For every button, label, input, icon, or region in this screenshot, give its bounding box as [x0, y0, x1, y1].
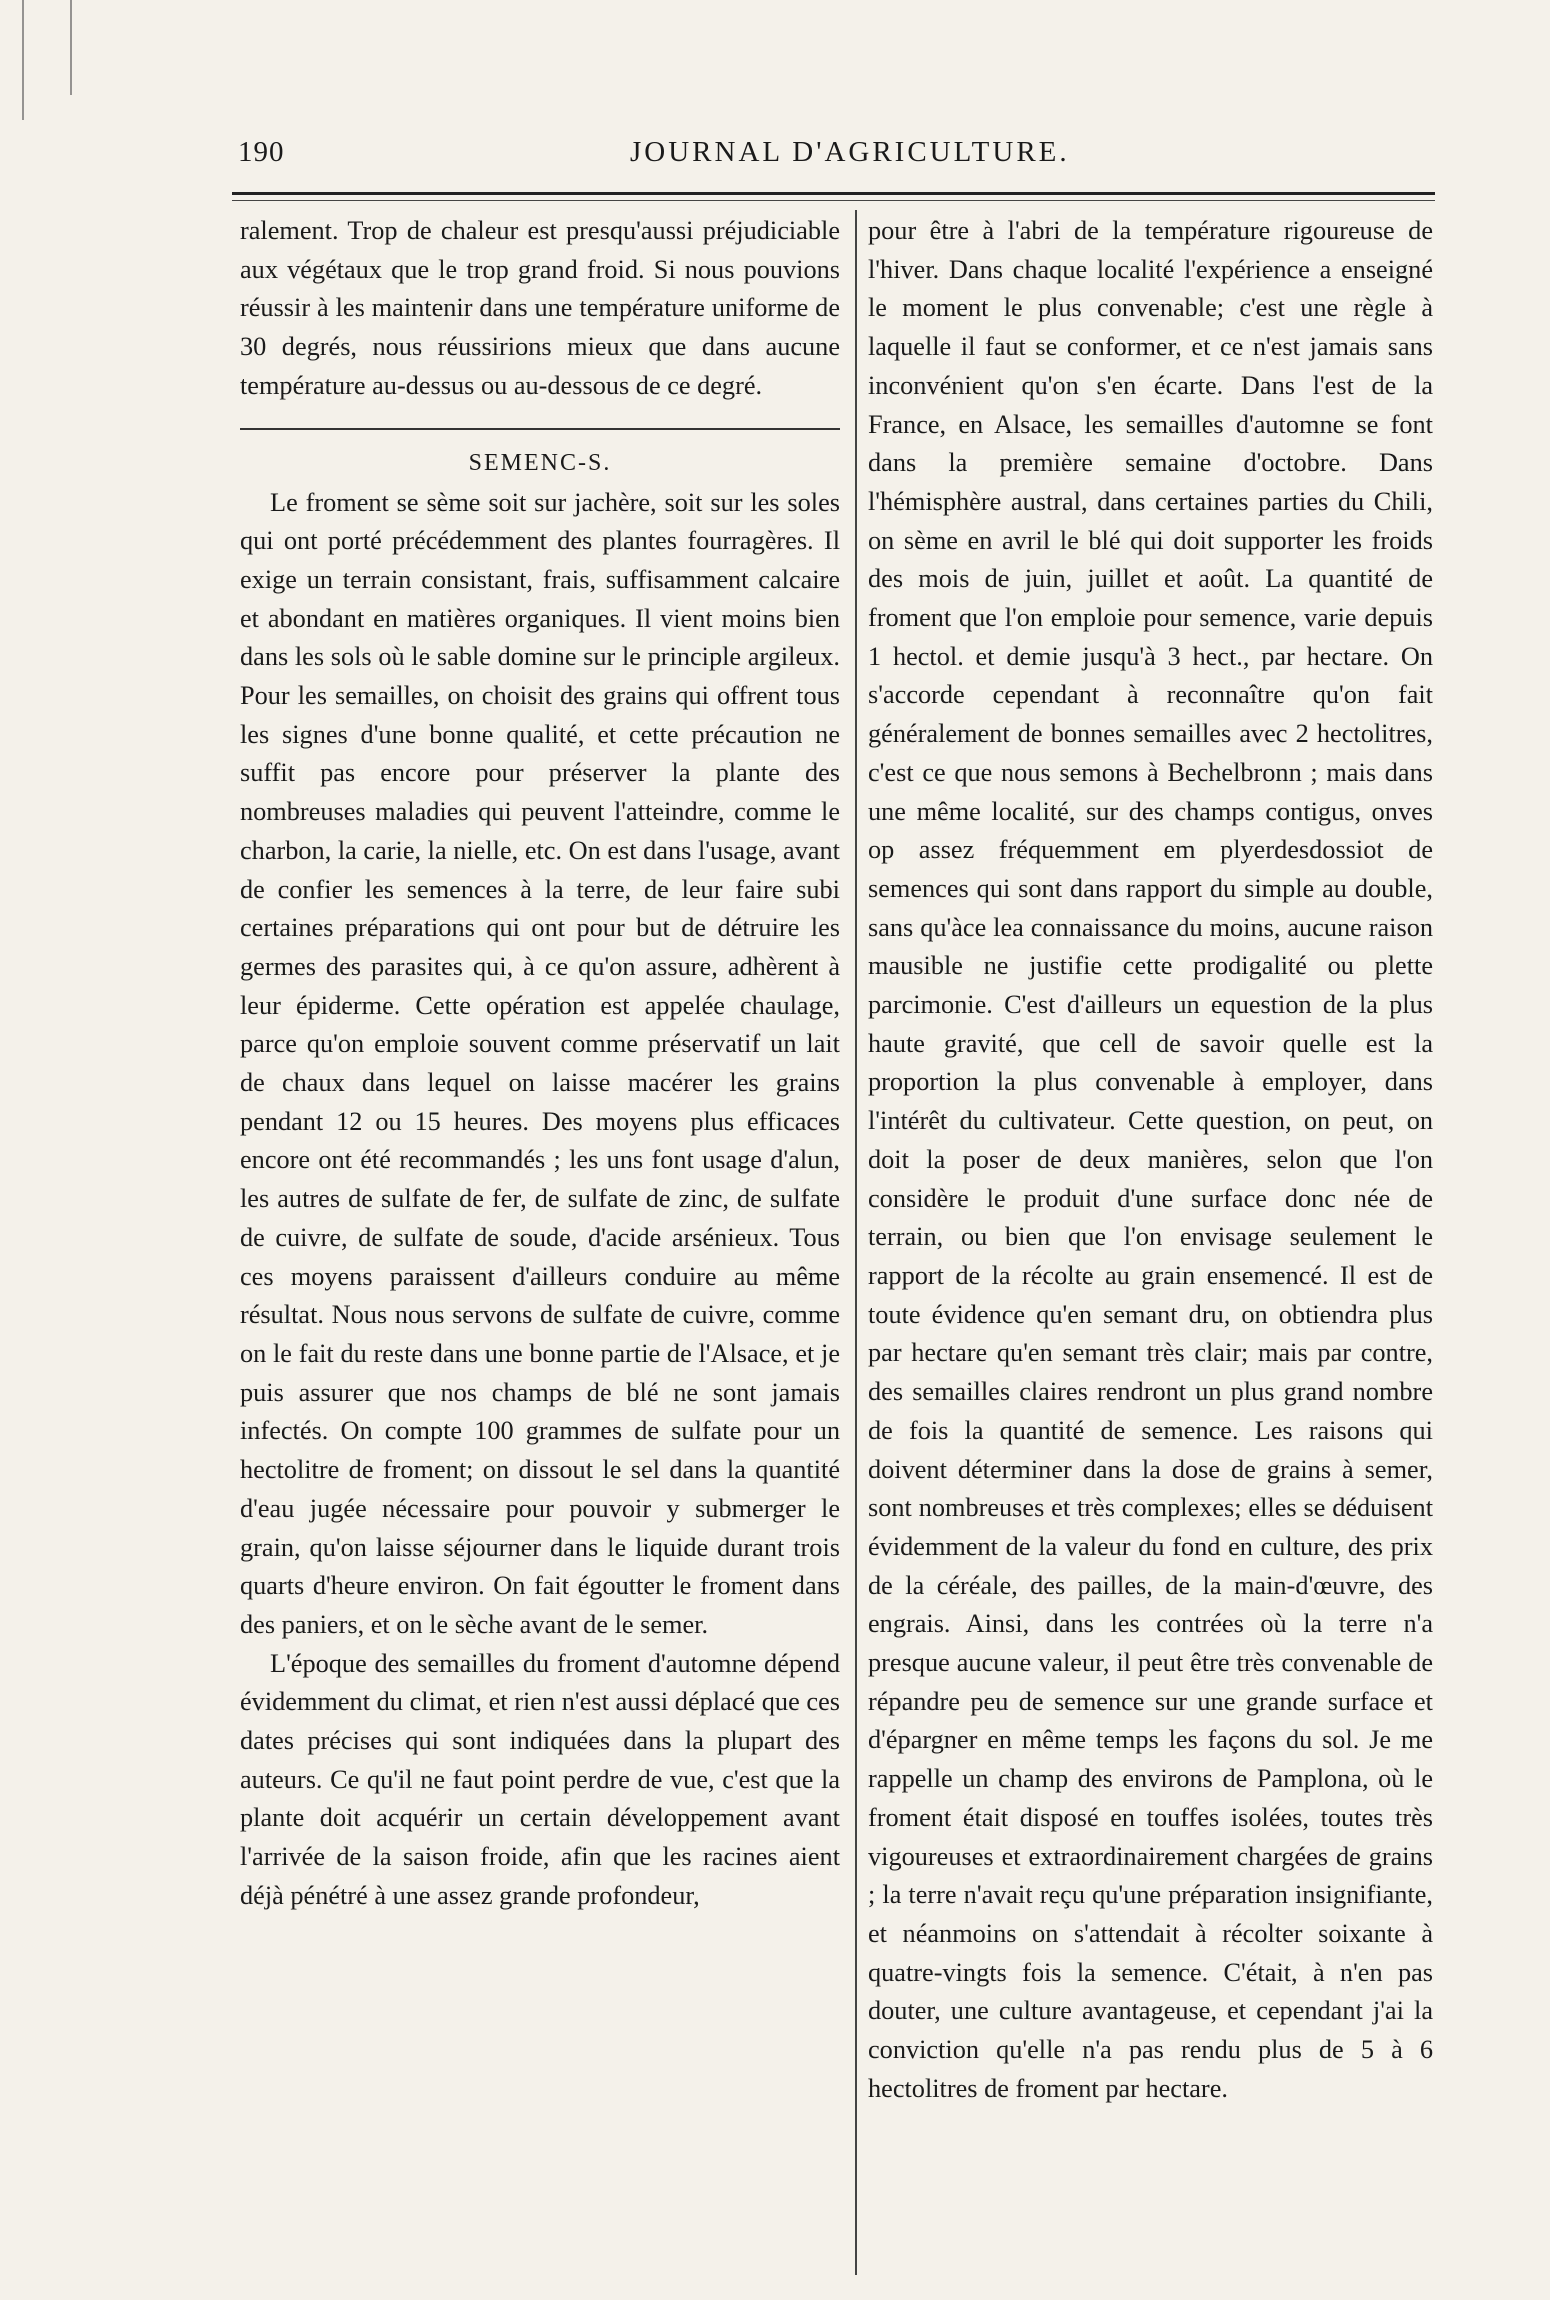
scan-artifact — [70, 0, 72, 95]
column-divider — [855, 210, 857, 2275]
header-rule-thin — [232, 200, 1435, 201]
header-rule-thick — [232, 192, 1435, 195]
body-paragraph: Le froment se sème soit sur jachère, soit sur les soles qui ont porté précédemment des plantes fourragères. Il exige un terrain consistant, frais, suffisamment calcaire et abondant en matières organiques. Il vient moins bien dans les sols où le sable domine sur le principle argileux. Pour les semailles, on choisit des grains qui offrent tous les signes d'une bonne qualité, et cette précaution ne suffit pas encore pour préserver la plante des nombreuses maladies qui peuvent l'atteindre, comme le charbon, la carie, la nielle, etc. On est dans l'usage, avant de confier les semences à la terre, de leur faire subi certaines préparations qui ont pour but de détruire les germes des parasites qui, à ce qu'on assure, adhèrent à leur épiderme. Cette opération est appelée chaulage, parce qu'on emploie souvent comme préservatif un lait de chaux dans lequel on laisse macérer les grains pendant 12 ou 15 heures. Des moyens plus efficaces encore ont été recommandés ; les uns font usage d'alun, les autres de sulfate de fer, de sulfate de zinc, de sulfate de cuivre, de sulfate de soude, d'acide arsénieux. Tous ces moyens paraissent d'ailleurs conduire au même résultat. Nous nous servons de sulfate de cuivre, comme on le fait du reste dans une bonne partie de l'Alsace, et je puis assurer que nos champs de blé ne sont jamais infectés. On compte 100 grammes de sulfate pour un hectolitre de froment; on dissout le sel dans la quantité d'eau jugée nécessaire pour pouvoir y submerger le grain, qu'on laisse séjourner dans le liquide durant trois quarts d'heure environ. On fait égoutter le froment dans des paniers, et on le sèche avant de le semer. — [240, 487, 840, 1639]
body-paragraph: L'époque des semailles du froment d'automne dépend évidemment du climat, et rien n'est aussi déplacé que ces dates précises qui sont indiquées dans la plupart des auteurs. Ce qu'il ne faut point perdre de vue, c'est que la plante doit acquérir un certain développement avant l'arrivée de la saison froide, afin que les racines aient déjà pénétré à une assez grande profondeur, — [240, 1648, 840, 1910]
page-number: 190 — [238, 136, 285, 168]
body-paragraph: pour être à l'abri de la température rigoureuse de l'hiver. Dans chaque localité l'expérience a enseigné le moment le plus convenable; c'est une règle à laquelle il faut se conformer, et ce n'est jamais sans inconvénient qu'on s'en écarte. Dans l'est de la France, en Alsace, les semailles d'automne se font dans la première semaine d'octobre. Dans l'hémisphère austral, dans certaines parties du Chili, on sème en avril le blé qui doit supporter les froids des mois de juin, juillet et août. La quantité de froment que l'on emploie pour semence, varie depuis 1 hectol. et demie jusqu'à 3 hect., par hectare. On s'accorde cependant à reconnaître qu'on fait généralement de bonnes semailles avec 2 hectolitres, c'est ce que nous semons à Bechelbronn ; mais dans une même localité, sur des champs contigus, onves op assez fréquemment em plyerdesdossiot de semences qui sont dans rapport du simple au double, sans qu'àce lea connaissance du moins, aucune raison mausible ne justifie cette prodigalité ou plette parcimonie. C'est d'ailleurs un equestion de la plus haute gravité, que cell de savoir quelle est la proportion la plus convenable à employer, dans l'intérêt du cultivateur. Cette question, on peut, on doit la poser de deux manières, selon que l'on considère le produit d'une surface donc née de terrain, ou bien que l'on envisage seulement le rapport de la récolte au grain ensemencé. Il est de toute évidence qu'en semant dru, on obtiendra plus par hectare qu'en semant très clair; mais par contre, des semailles claires rendront un plus grand nombre de fois la quantité de semence. Les raisons qui doivent déterminer dans la dose de grains à semer, sont nombreuses et très complexes; elles se déduisent évidemment de la valeur du fond en culture, des prix de la céréale, des pailles, de la main-d'œuvre, des engrais. Ainsi, dans les contrées où la terre n'a presque aucune valeur, il peut être très convenable de répandre peu de semence sur une grande surface et d'épargner en même temps les façons du sol. Je me rappelle un champ des environs de Pamplona, où le froment était disposé en touffes isolées, toutes très vigoureuses et extraordinairement chargées de grains ; la terre n'avait reçu qu'une préparation insignifiante, et néanmoins on s'attendait à récolter soixante à quatre-vingts fois la semence. C'était, à n'en pas douter, une culture avantageuse, et cependant j'ai la conviction qu'elle n'a pas rendu plus de 5 à 6 hectolitres de froment par hectare. — [868, 216, 1433, 2103]
section-heading: SEMENC-S. — [468, 449, 612, 476]
intro-paragraph: ralement. Trop de chaleur est presqu'aussi préjudiciable aux végétaux que le trop grand froid. Si nous pouvions réussir à les maintenir dans une température uniforme de 30 degrés, nous réussirions mieux que dans aucune température au-dessus ou au-dessous de ce degré. — [240, 216, 840, 400]
running-title: JOURNAL D'AGRICULTURE. — [630, 136, 1070, 168]
right-column — [868, 212, 1433, 2108]
page-header — [230, 128, 1435, 178]
scan-artifact — [22, 0, 24, 120]
section-rule — [240, 428, 840, 430]
left-column — [240, 212, 840, 1916]
